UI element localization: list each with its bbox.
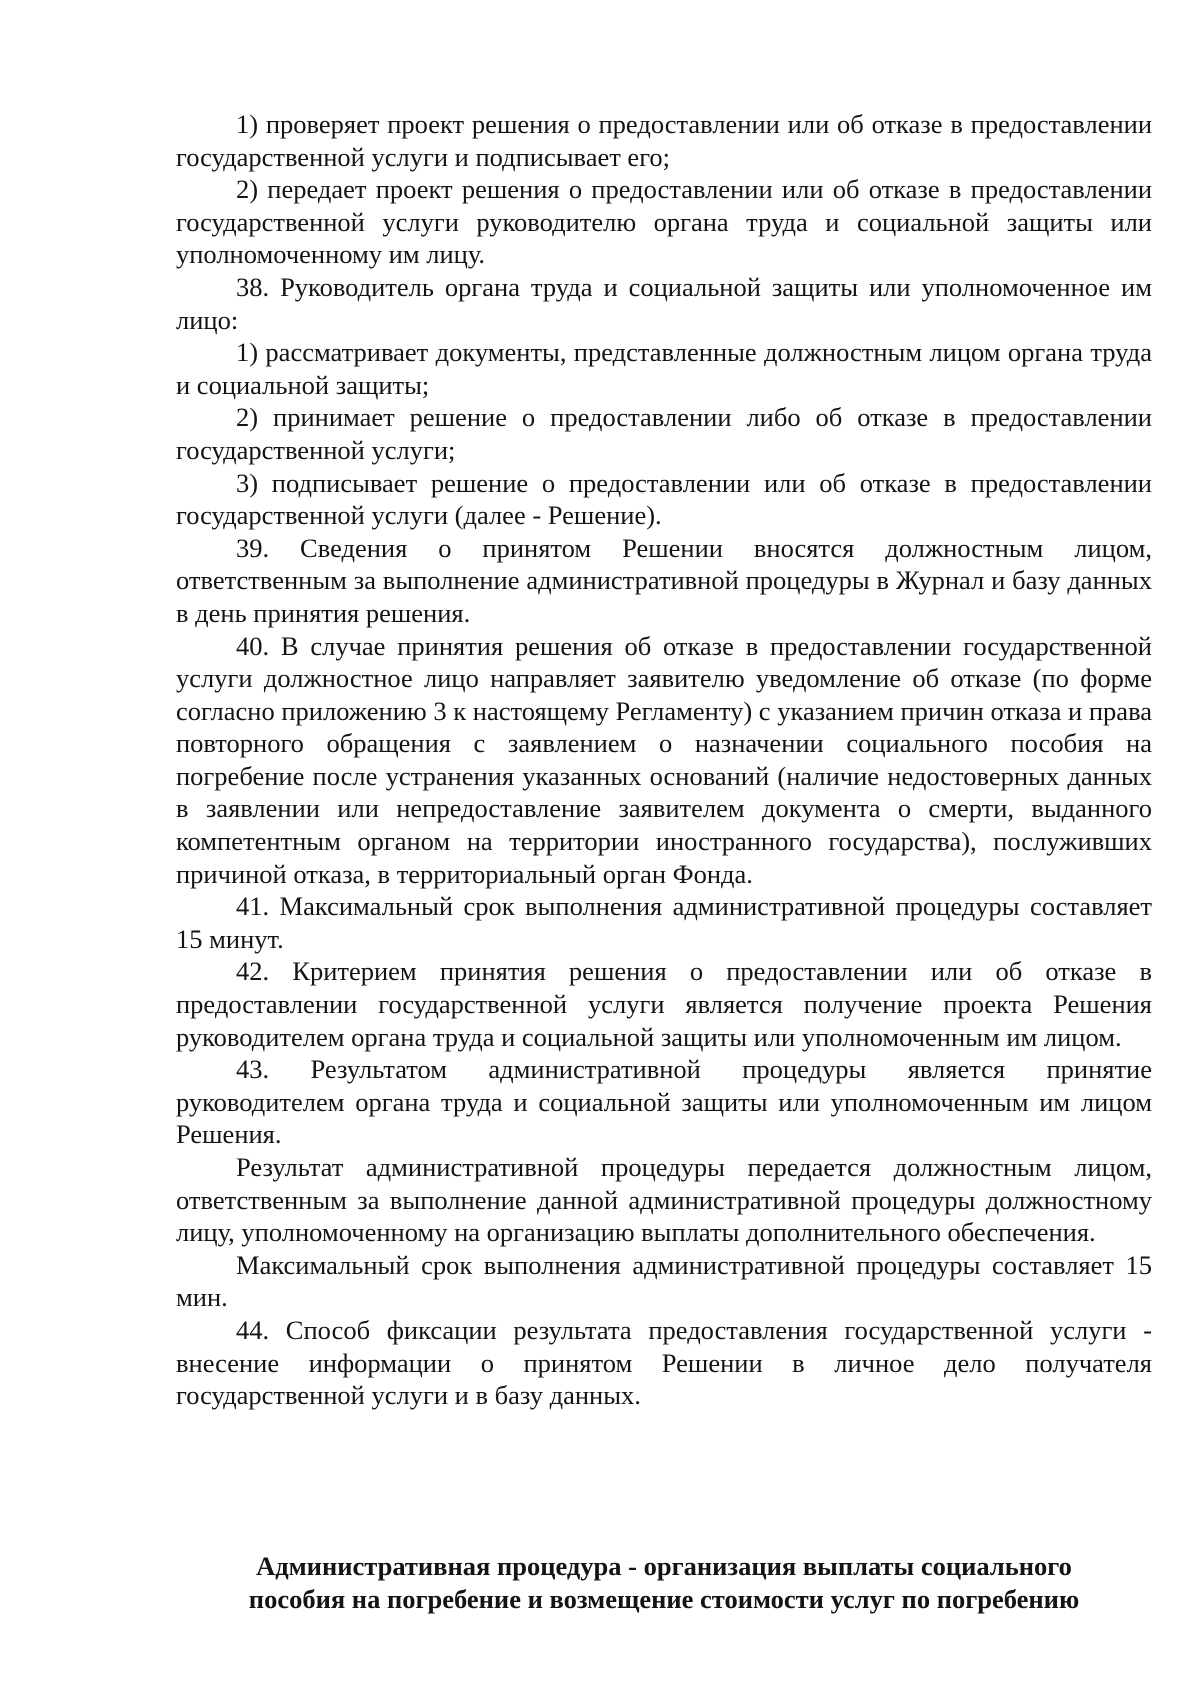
section-heading-line-2: пособия на погребение и возмещение стоимости услуг по погребению (248, 1584, 1080, 1614)
section-heading-line-1: Административная процедура - организация выплаты социального (256, 1551, 1072, 1581)
paragraph-43-result: Результат административной процедуры передается должностным лицом, ответственным за выполнение данной административной процедуры должностному лицу, уполномоченному на организацию выплаты дополнительного обеспечения. (176, 1152, 1152, 1248)
document-body (176, 108, 1152, 1412)
paragraph-40: 40. В случае принятия решения об отказе в предоставлении государственной услуги должностное лицо направляет заявителю уведомление об отказе (по форме согласно приложению 3 к настоящему Регламенту) с указанием причин отказа и права повторного обращения с заявлением о назначении социального пособия на погребение после устранения указанных оснований (наличие недостоверных данных в заявлении или непредоставление заявителем документа о смерти, выданного компетентным органом на территории иностранного государства), послуживших причиной отказа, в территориальный орган Фонда. (176, 630, 1152, 889)
paragraph-42: 42. Критерием принятия решения о предоставлении или об отказе в предоставлении государственной услуги является получение проекта Решения руководителем органа труда и социальной защиты или уполномоченным им лицом. (176, 956, 1152, 1052)
paragraph-item-1: 1) проверяет проект решения о предоставлении или об отказе в предоставлении государственной услуги и подписывает его; (176, 109, 1152, 172)
paragraph-38-item-2: 2) принимает решение о предоставлении либо об отказе в предоставлении государственной услуги; (176, 402, 1152, 465)
paragraph-38: 38. Руководитель органа труда и социальной защиты или уполномоченное им лицо: (176, 271, 1152, 335)
paragraph-38-item-1: 1) рассматривает документы, представленные должностным лицом органа труда и социальной защиты; (176, 337, 1152, 400)
paragraph-39: 39. Сведения о принятом Решении вносятся должностным лицом, ответственным за выполнение административной процедуры в Журнал и базу данных в день принятия решения. (176, 532, 1152, 628)
paragraph-43-max-time: Максимальный срок выполнения административной процедуры составляет 15 мин. (176, 1249, 1152, 1313)
paragraph-44: 44. Способ фиксации результата предоставления государственной услуги - внесение информации о принятом Решении в личное дело получателя государственной услуги и в базу данных. (176, 1314, 1152, 1411)
paragraph-item-2: 2) передает проект решения о предоставлении или об отказе в предоставлении государственной услуги руководителю органа труда и социальной защиты или уполномоченному им лицу. (176, 174, 1152, 270)
paragraph-38-item-3: 3) подписывает решение о предоставлении или об отказе в предоставлении государственной услуги (далее - Решение). (176, 467, 1152, 531)
paragraph-43: 43. Результатом административной процедуры является принятие руководителем органа труда и социальной защиты или уполномоченным им лицом Решения. (176, 1054, 1152, 1150)
section-heading (176, 1550, 1152, 1616)
paragraph-41: 41. Максимальный срок выполнения административной процедуры составляет 15 минут. (176, 891, 1152, 954)
